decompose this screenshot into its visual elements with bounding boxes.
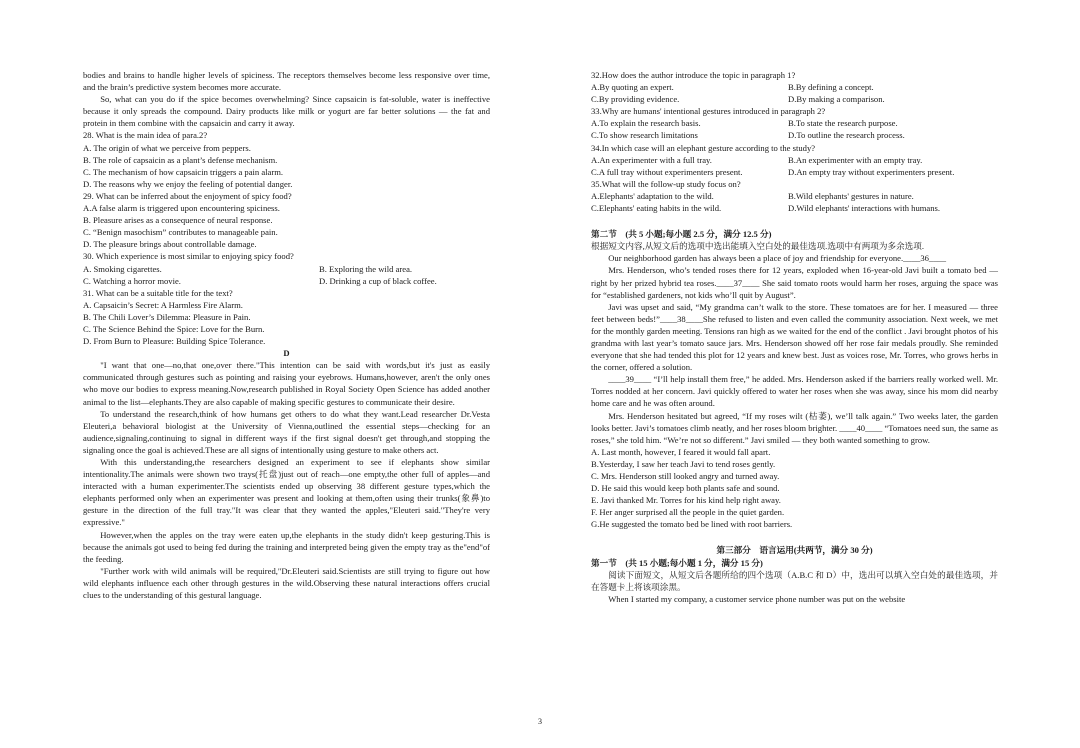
- q31-option-d: D. From Burn to Pleasure: Building Spice Tolerance.: [83, 336, 266, 347]
- right-column: [591, 69, 998, 605]
- q35-option-a: A.Elephants' adaptation to the wild.: [591, 190, 714, 201]
- q32-options-row-1: [591, 81, 998, 93]
- q30-option-d: D. Drinking a cup of black coffee.: [319, 275, 437, 286]
- passage-d-paragraph-2: To understand the research,think of how humans get others to do what they want.Lead researcher Dr.Vesta Eleuteri,a behavioral biologist at the University of Vienna,outlined the essential steps—checking for an audience,signaling,continuing to signal in different ways if the first signal doesn't get through,and stopping the signaling once the goal is achieved.These are all signs of intentionally using gesture to make others act.: [83, 408, 490, 455]
- q35-options-row-2: [591, 202, 998, 214]
- passage-d-heading: D: [283, 348, 290, 359]
- q29-option-b: B. Pleasure arises as a consequence of neural response.: [83, 215, 273, 226]
- q31-option-c: C. The Science Behind the Spice: Love for the Burn.: [83, 323, 265, 334]
- q33-option-c: C.To show research limitations: [591, 130, 698, 141]
- section-1-instructions: 阅读下面短文，从短文后各题所给的四个选项（A.B.C 和 D）中，选出可以填入空白处的最佳选项，并在答题卡上将该项涂黑。: [591, 569, 998, 592]
- left-column: [83, 69, 490, 601]
- gap-passage-paragraph-3: Javi was upset and said, “My grandma can’t walk to the store. These tomatoes are for her. I measured — three feet between beds!”____38____She refused to listen and even called the community association. Next week, we met for the monthly garden meeting. Tensions ran high as we waited for the end of the conflict . Javi brought photos of his grandma with last year’s tomato sauce jars. Mrs. Henderson showed off her rose fair medals proudly. She reminded everyone that she had tended this plot for 12 years and knew best. Just as voices rose, Mr. Torres, who grows herbs in the corner, offered a solution.: [591, 301, 998, 373]
- page-number: 3: [538, 717, 542, 726]
- q35-option-c: C.Elephants' eating habits in the wild.: [591, 203, 722, 214]
- q30-options-row-1: [83, 263, 490, 275]
- gap-option-g: G.He suggested the tomato bed be lined with root barriers.: [591, 519, 793, 530]
- q34-option-d: D.An empty tray without experimenters present.: [788, 166, 955, 177]
- q28-option-b: B. The role of capsaicin as a plant’s defense mechanism.: [83, 154, 278, 165]
- q30-option-c: C. Watching a horror movie.: [83, 275, 181, 286]
- question-30: 30. Which experience is most similar to enjoying spicy food?: [83, 251, 294, 262]
- passage-d-paragraph-4: However,when the apples on the tray were eaten up,the elephants in the study didn't keep gesturing.This is because the animals got used to being fed during the training and interpreted being given the empty tray as the"end"of the feeding.: [83, 529, 490, 564]
- q32-option-d: D.By making a comparison.: [788, 94, 885, 105]
- q32-option-c: C.By providing evidence.: [591, 94, 680, 105]
- passage-c-ending: bodies and brains to handle higher levels of spiciness. The receptors themselves become less responsive over time, and the brain’s predictive system becomes more accurate.: [83, 70, 490, 93]
- q30-option-b: B. Exploring the wild area.: [319, 263, 413, 274]
- q32-option-b: B.By defining a concept.: [788, 82, 874, 93]
- gap-option-b: B.Yesterday, I saw her teach Javi to tend roses gently.: [591, 458, 776, 469]
- q28-option-d: D. The reasons why we enjoy the feeling of potential danger.: [83, 178, 293, 189]
- q35-option-b: B.Wild elephants' gestures in nature.: [788, 190, 914, 201]
- passage-d-paragraph-1: "I want that one—no,that one,over there."This intention can be said with words,but it's just as easily communicated through gestures such as pointing and raising your eyebrows. Humans,however, aren't the only ones who move our bodies to express meaning.Now,research published in Royal Society Open Science has added another animal to the list—elephants.They are also capable of making specific gestures to communicate their desire.: [83, 360, 490, 407]
- spacer: [591, 530, 998, 544]
- gap-option-a: A. Last month, however, I feared it would fall apart.: [591, 446, 771, 457]
- section-2-instructions: 根据短文内容,从短文后的选项中选出能填入空白处的最佳选项.选项中有两项为多余选项.: [591, 241, 925, 252]
- q33-options-row-2: [591, 129, 998, 141]
- gap-option-f: F. Her anger surprised all the people in the quiet garden.: [591, 507, 785, 518]
- question-31: 31. What can be a suitable title for the text?: [83, 287, 233, 298]
- q32-options-row-2: [591, 93, 998, 105]
- question-33: 33.Why are humans' intentional gestures introduced in paragraph 2?: [591, 106, 826, 117]
- question-35: 35.What will the follow-up study focus on?: [591, 178, 741, 189]
- q34-options-row-2: [591, 166, 998, 178]
- question-28: 28. What is the main idea of para.2?: [83, 130, 208, 141]
- question-34: 34.In which case will an elephant gesture according to the study?: [591, 142, 816, 153]
- q34-option-b: B.An experimenter with an empty tray.: [788, 154, 923, 165]
- q34-option-a: A.An experimenter with a full tray.: [591, 154, 712, 165]
- gap-passage-paragraph-4: ____39____ “I’ll help install them free,” he added. Mrs. Henderson asked if the barriers really worked well. Mr. Torres nodded at her concern. Javi quickly offered to water her roses when she was away, since his mom did nearby home care and he was often around.: [591, 374, 998, 409]
- q28-option-c: C. The mechanism of how capsaicin triggers a pain alarm.: [83, 166, 284, 177]
- section-1-title: 第一节 (共 15 小题;每小题 1 分，满分 15 分): [591, 557, 763, 568]
- q35-option-d: D.Wild elephants' interactions with humans.: [788, 203, 941, 214]
- q30-options-row-2: [83, 275, 490, 287]
- q29-option-c: C. “Benign masochism” contributes to manageable pain.: [83, 227, 278, 238]
- q33-option-a: A.To explain the research basis.: [591, 118, 701, 129]
- q33-options-row-1: [591, 117, 998, 129]
- q31-option-b: B. The Chili Lover’s Dilemma: Pleasure in Pain.: [83, 311, 251, 322]
- gap-passage-paragraph-5: Mrs. Henderson hesitated but agreed, “If my roses wilt (枯萎), we’ll talk again.” Two weeks later, the garden looks better. Javi’s tomatoes climb neatly, and her roses bloom brighter. ____40____ “Tomatoes need sun, the same as roses,” she told him. “We’re not so different.” Javi smiled — they both wanted something to grow.: [591, 410, 998, 445]
- q31-option-a: A. Capsaicin’s Secret: A Harmless Fire Alarm.: [83, 299, 243, 310]
- q33-option-d: D.To outline the research process.: [788, 130, 905, 141]
- gap-passage-paragraph-2: Mrs. Henderson, who’s tended roses there for 12 years, exploded when 16-year-old Javi built a tomato bed — right by her prized hybrid tea roses.____37____ She said tomato roots would harm her roses, arguing the space was for “established gardeners, not kids who’ll quit by August”.: [591, 265, 998, 300]
- q34-option-c: C.A full tray without experimenters present.: [591, 166, 743, 177]
- gap-option-d: D. He said this would keep both plants safe and sound.: [591, 483, 780, 494]
- gap-option-e: E. Javi thanked Mr. Torres for his kind help right away.: [591, 495, 781, 506]
- q33-option-b: B.To state the research purpose.: [788, 118, 898, 129]
- q29-option-a: A.A false alarm is triggered upon encountering spiciness.: [83, 203, 280, 214]
- question-32: 32.How does the author introduce the topic in paragraph 1?: [591, 70, 796, 80]
- passage-d-paragraph-3: With this understanding,the researchers designed an experiment to see if elephants show similar intentionality.The animals were shown two trays(托盘)just out of reach—one empty,the other full of apples—and interacted with a human experimenter.The scientists ended up observing 38 different gesture types,which the elephants performed only when an experimenter was present and looking at them,often using their trunks(象鼻)to gesture in the direction of the full tray."It was clear that they wanted the apples,"Eleuteri said."They're very expressive.": [83, 457, 490, 528]
- gap-passage-paragraph-1: Our neighborhood garden has always been a place of joy and friendship for everyone.____36____: [608, 253, 947, 264]
- part-3-title: 第三部分 语言运用(共两节，满分 30 分): [716, 545, 873, 556]
- q35-options-row-1: [591, 190, 998, 202]
- gap-option-c: C. Mrs. Henderson still looked angry and turned away.: [591, 471, 780, 481]
- q30-option-a: A. Smoking cigarettes.: [83, 263, 162, 274]
- section-2-title: 第二节 (共 5 小题;每小题 2.5 分，满分 12.5 分): [591, 229, 772, 240]
- spacer: [591, 214, 998, 228]
- q32-option-a: A.By quoting an expert.: [591, 82, 674, 93]
- q29-option-d: D. The pleasure brings about controllable damage.: [83, 239, 257, 250]
- passage-d-paragraph-5: "Further work with wild animals will be required,"Dr.Eleuteri said.Scientists are still trying to figure out how wild elephants influence each other through gestures in the wild.Observing these natural interactions offers crucial clues to the understanding of this gestural language.: [83, 565, 490, 601]
- q34-options-row-1: [591, 154, 998, 166]
- question-29: 29. What can be inferred about the enjoyment of spicy food?: [83, 190, 292, 201]
- passage-c-paragraph: So, what can you do if the spice becomes overwhelming? Since capsaicin is fat-soluble, water is ineffective because it only spreads the compound. Dairy products like milk or yogurt are far better solutions — the fat and protein in them combine with the capsaicin and carry it away.: [83, 94, 490, 129]
- q28-option-a: A. The origin of what we perceive from peppers.: [83, 142, 251, 153]
- cloze-passage-first-line: When I started my company, a customer service phone number was put on the website: [608, 593, 906, 604]
